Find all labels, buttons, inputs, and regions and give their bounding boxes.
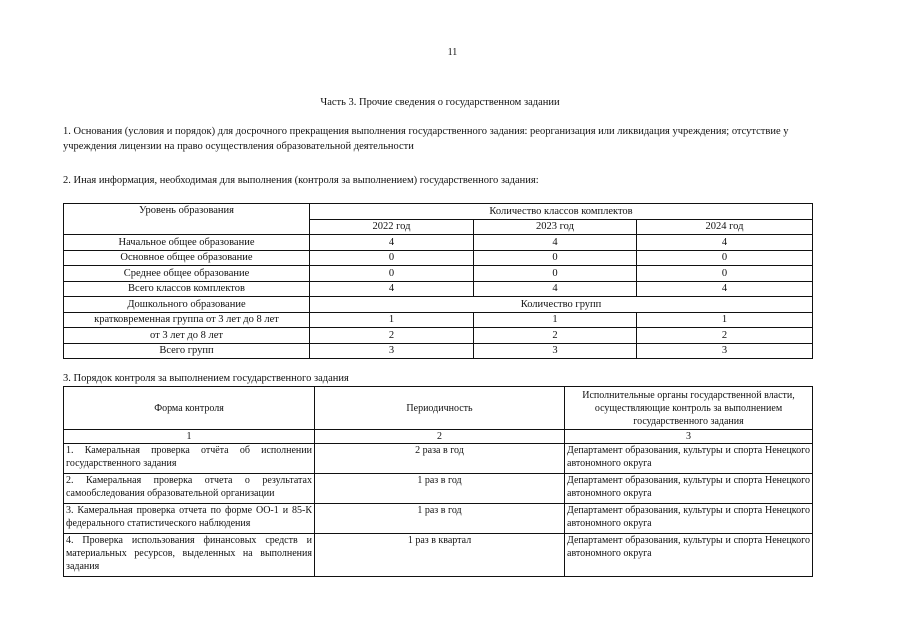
table-row xyxy=(64,312,813,328)
classes-header: Количество классов комплектов xyxy=(310,204,813,220)
cell-value: 4 xyxy=(310,235,474,251)
cell-value: 3 xyxy=(474,343,637,359)
cell-value: 0 xyxy=(310,266,474,282)
periodicity: 1 раз в квартал xyxy=(315,534,565,577)
cell-value: 0 xyxy=(474,250,637,266)
cell-value: 2 xyxy=(637,328,813,344)
cell-value: 0 xyxy=(637,266,813,282)
cell-value: 2 xyxy=(310,328,474,344)
cell-value: 1 xyxy=(310,312,474,328)
table-header-row xyxy=(64,204,813,220)
row-label: от 3 лет до 8 лет xyxy=(64,328,310,344)
year-header: 2023 год xyxy=(474,219,637,235)
level-header: Уровень образования xyxy=(64,204,310,235)
cell-value: 2 xyxy=(474,328,637,344)
section3-title: 3. Порядок контроля за выполнением государственного задания xyxy=(63,373,349,384)
column-number-row xyxy=(64,430,813,444)
row-label: Всего групп xyxy=(64,343,310,359)
table-row xyxy=(64,328,813,344)
row-label: Начальное общее образование xyxy=(64,235,310,251)
table-row xyxy=(64,250,813,266)
cell-value: 0 xyxy=(310,250,474,266)
column-number: 1 xyxy=(64,430,315,444)
preschool-label: Дошкольного образование xyxy=(64,297,310,313)
org-header: Исполнительные органы государственной власти, осуществляющие контроль за выполнением государственного задания xyxy=(565,387,813,430)
table-row xyxy=(64,235,813,251)
control-authority: Департамент образования, культуры и спорта Ненецкого автономного округа xyxy=(565,534,813,577)
period-header: Периодичность xyxy=(315,387,565,430)
cell-value: 0 xyxy=(474,266,637,282)
groups-header-row xyxy=(64,297,813,313)
control-authority: Департамент образования, культуры и спорта Ненецкого автономного округа xyxy=(565,474,813,504)
cell-value: 3 xyxy=(310,343,474,359)
cell-value: 1 xyxy=(637,312,813,328)
periodicity: 1 раз в год xyxy=(315,504,565,534)
table-row xyxy=(64,281,813,297)
control-form: 2. Камеральная проверка отчета о результатах самообследования образовательной организации xyxy=(64,474,315,504)
cell-value: 4 xyxy=(637,235,813,251)
row-label: Всего классов комплектов xyxy=(64,281,310,297)
form-header: Форма контроля xyxy=(64,387,315,430)
classes-table xyxy=(63,203,813,359)
cell-value: 3 xyxy=(637,343,813,359)
cell-value: 4 xyxy=(474,281,637,297)
row-label: кратковременная группа от 3 лет до 8 лет xyxy=(64,312,310,328)
control-form: 3. Камеральная проверка отчета по форме ОО-1 и 85-К федерального статистического наблюдения xyxy=(64,504,315,534)
part-title: Часть 3. Прочие сведения о государственном задании xyxy=(320,97,560,108)
cell-value: 4 xyxy=(637,281,813,297)
termination-grounds-paragraph: 1. Основания (условия и порядок) для досрочного прекращения выполнения государственного задания: реорганизация или ликвидация учреждения; отсутствие у учреждения лицензии на право осуществления образовательной деятельности xyxy=(63,126,789,152)
control-form: 4. Проверка использования финансовых средств и материальных ресурсов, выделенных на выполнения задания xyxy=(64,534,315,577)
column-number: 3 xyxy=(565,430,813,444)
table-row xyxy=(64,343,813,359)
table-row xyxy=(64,266,813,282)
control-authority: Департамент образования, культуры и спорта Ненецкого автономного округа xyxy=(565,504,813,534)
control-table xyxy=(63,386,813,577)
cell-value: 0 xyxy=(637,250,813,266)
table-row xyxy=(64,474,813,504)
cell-value: 4 xyxy=(310,281,474,297)
table-row xyxy=(64,444,813,474)
row-label: Среднее общее образование xyxy=(64,266,310,282)
periodicity: 2 раза в год xyxy=(315,444,565,474)
control-form: 1. Камеральная проверка отчёта об исполнении государственного задания xyxy=(64,444,315,474)
year-header: 2022 год xyxy=(310,219,474,235)
other-information-paragraph: 2. Иная информация, необходимая для выполнения (контроля за выполнением) государственного задания: xyxy=(63,175,539,186)
periodicity: 1 раз в год xyxy=(315,474,565,504)
column-number: 2 xyxy=(315,430,565,444)
groups-header: Количество групп xyxy=(310,297,813,313)
page-number: 11 xyxy=(447,47,458,58)
year-header: 2024 год xyxy=(637,219,813,235)
row-label: Основное общее образование xyxy=(64,250,310,266)
table-row xyxy=(64,534,813,577)
cell-value: 1 xyxy=(474,312,637,328)
control-authority: Департамент образования, культуры и спорта Ненецкого автономного округа xyxy=(565,444,813,474)
table-header-row xyxy=(64,387,813,430)
cell-value: 4 xyxy=(474,235,637,251)
table-row xyxy=(64,504,813,534)
